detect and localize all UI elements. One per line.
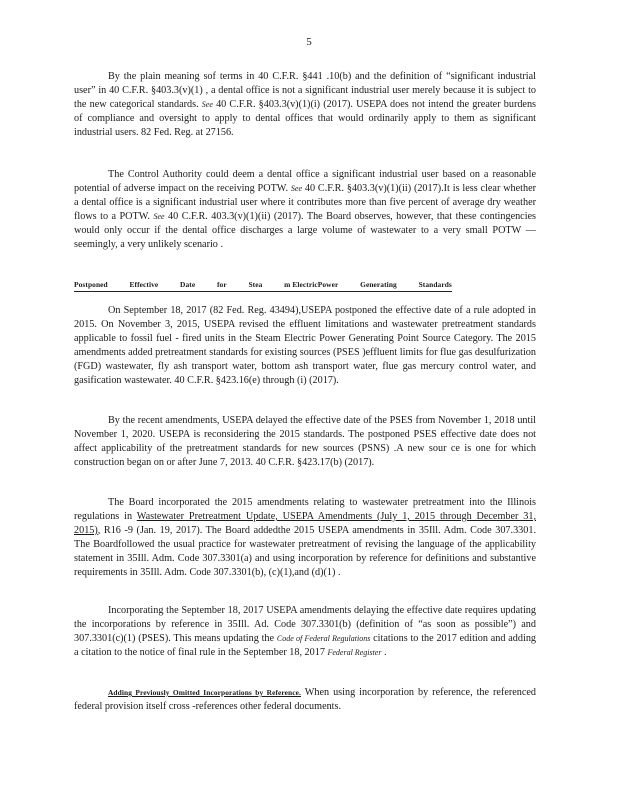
heading-word: for bbox=[216, 280, 227, 289]
paragraph-recent-amendments bbox=[74, 414, 536, 470]
p3-text: On September 18, 2017 (82 Fed. Reg. 43494),USEPA postponed the effective date of a rule adopted in 2015. On November 3, 2015, USEPA revised the effluent limitations and wastewater pretreatment standards applicable to fossil fuel - fired units in the Steam Electric Power Generating Point Source Category. The 2015 amendments added pretreatment standards for existing sources (PSES )effluent limits for flue gas desulfurization (FGD) wastewater, fly ash transport water, bottom ash transport water, flue gas mercury control water, and gasification wastewater. 40 C.F.R. §423.16(e) through (i) (2017). bbox=[74, 305, 536, 386]
see-signal: See bbox=[201, 100, 213, 109]
paragraph-incorporating bbox=[74, 604, 536, 660]
see-signal: See bbox=[290, 184, 302, 193]
docket-title-link[interactable]: Wastewater Pretreatment Update, USEPA Amendments (July 1, 2015 through December 31, 2015) bbox=[74, 511, 536, 536]
heading-word: Standards bbox=[418, 280, 452, 289]
p7-text: When using incorporation by reference, the referenced federal provision itself cross -references other federal documents. bbox=[74, 687, 536, 712]
cfr-citation: Code of Federal Regulations bbox=[276, 634, 371, 643]
page-number: 5 bbox=[306, 36, 312, 48]
section-heading-steam-electric bbox=[74, 280, 452, 292]
heading-word: Postponed bbox=[74, 280, 108, 289]
heading-word: Stea bbox=[248, 280, 263, 289]
p1-text-a: By the plain meaning sof terms in 40 C.F.R. §441 .10(b) and the definition of “significant industrial user” in 40 C.F.R. §403.3(v)(1) , a dental office is not a significant industrial user merely because it is subject to the new categorical standards. bbox=[74, 71, 536, 110]
p2-text-c: 40 C.F.R. 403.3(v)(1)(ii) (2017). The Board observes, however, that these contingencies would only occur if the dental office discharges a large volume of wastewater to a very small POTW — seemingly, a very unlikely scenario . bbox=[74, 211, 537, 250]
paragraph-control-authority bbox=[74, 168, 536, 252]
p5-text-a: The Board incorporated the 2015 amendments relating to wastewater pretreatment into the Illinois regulations in bbox=[74, 497, 536, 522]
inline-heading-adding-omitted: Adding Previously Omitted Incorporations by Reference. bbox=[108, 688, 301, 697]
p1-text-b: 40 C.F.R. §403.3(v)(1)(i) (2017). USEPA does not intend the greater burdens of compliance and oversight to apply to dental offices that would ordinarily apply to them as significant industrial users. 82 Fed. Reg. at 27156. bbox=[74, 99, 537, 138]
paragraph-significant-user bbox=[74, 70, 536, 140]
paragraph-adding-omitted bbox=[74, 686, 536, 714]
heading-word: Date bbox=[180, 280, 196, 289]
paragraph-board-incorporated bbox=[74, 496, 536, 580]
paragraph-postponement bbox=[74, 304, 536, 388]
p6-text-b: citations to the 2017 edition and adding a citation to the notice of final rule in the September 18, 2017 bbox=[74, 633, 537, 658]
p2-text-b: 40 C.F.R. §403.3(v)(1)(ii) (2017).It is less clear whether a dental office is a significant industrial user where it contributes more than five percent of average dry weather flows to a POTW. bbox=[74, 183, 537, 222]
heading-word: Generating bbox=[360, 280, 397, 289]
p6-text-c: . bbox=[384, 647, 387, 658]
heading-word: Effective bbox=[129, 280, 159, 289]
see-signal: See bbox=[153, 212, 165, 221]
p4-text: By the recent amendments, USEPA delayed the effective date of the PSES from November 1, 2018 until November 1, 2020. USEPA is reconsidering the 2015 standards. The postponed PSES effective date does not affect applicability of the pretreatment standards for new sources (PSNS) .A new sour ce is one for which construction began on or after June 7, 2013. 40 C.F.R. §423.17(b) (2017). bbox=[74, 415, 536, 468]
p5-text-b: , R16 -9 (Jan. 19, 2017). The Board addedthe 2015 USEPA amendments in 35Ill. Adm. Code 307.3301. The Boardfollowed the usual practice for wastewater pretreatment of revising the language of the applicability statement in 35Ill. Adm. Code 307.3301(a) and using incorporation by reference for definitions and substantive requirements in 35Ill. Adm. Code 307.3301(b), (c)(1),and (d)(1) . bbox=[74, 525, 536, 578]
heading-word: m ElectricPower bbox=[284, 280, 339, 289]
p6-text-a: Incorporating the September 18, 2017 USEPA amendments delaying the effective date requires updating the incorporations by reference in 35Ill. Ad. Code 307.3301(b) (definition of “as soon as possible”) and 307.3301(c)(1) (PSES). This means updating the bbox=[74, 605, 536, 644]
federal-register-citation: Federal Register bbox=[327, 648, 382, 657]
p2-text-a: The Control Authority could deem a dental office a significant industrial user based on a reasonable potential of adverse impact on the receiving POTW. bbox=[74, 169, 536, 194]
